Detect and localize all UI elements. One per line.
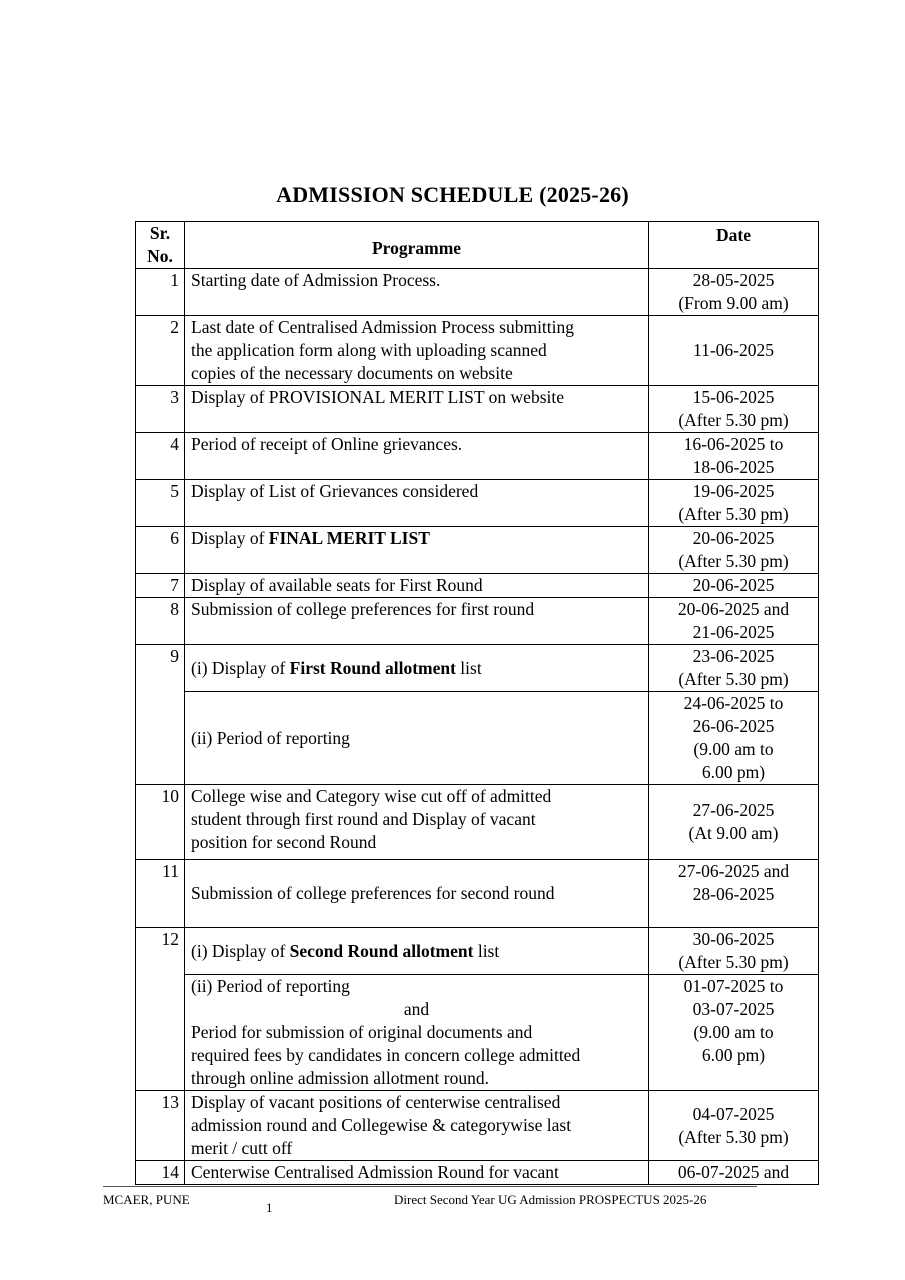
table-row (136, 480, 819, 527)
table-row (136, 269, 819, 316)
table-row (136, 975, 819, 1091)
date-line: 04-07-2025 (692, 1103, 775, 1124)
programme-cell (185, 785, 649, 860)
programme-cell (185, 645, 649, 692)
date-line: (9.00 am to (693, 739, 774, 759)
date-line: 03-07-2025 (692, 999, 775, 1019)
header-programme: Programme (185, 222, 649, 269)
date-line: (After 5.30 pm) (678, 1126, 789, 1147)
table-row (136, 785, 819, 860)
programme-cell: Submission of college preferences for second round (185, 860, 649, 928)
programme-line: Last date of Centralised Admission Process submitting (191, 317, 575, 337)
date-line: (From 9.00 am) (678, 293, 789, 313)
sr-no: 10 (136, 785, 185, 860)
table-row (136, 386, 819, 433)
footer-institution: MCAER, PUNE (103, 1192, 190, 1207)
sr-no: 13 (136, 1091, 185, 1161)
sr-no: 14 (136, 1161, 185, 1185)
date-cell: 20-06-2025 (649, 574, 819, 598)
sr-no: 7 (136, 574, 185, 598)
admission-schedule-table (135, 221, 819, 1185)
date-line: 26-06-2025 (692, 716, 775, 736)
table-row (136, 598, 819, 645)
date-line: 20-06-2025 and (677, 599, 790, 619)
date-cell: 11-06-2025 (649, 316, 819, 386)
sr-no: 3 (136, 386, 185, 433)
sr-no: 12 (136, 928, 185, 1091)
programme-line: Period for submission of original documents and (191, 1022, 533, 1042)
programme-line: and (403, 999, 430, 1019)
programme-line: required fees by candidates in concern college admitted (191, 1045, 581, 1065)
programme-bold-text: Second Round allotment (289, 940, 474, 961)
programme-cell (185, 316, 649, 386)
programme-bold-text: FINAL MERIT LIST (268, 528, 430, 548)
programme-cell: Display of PROVISIONAL MERIT LIST on website (185, 386, 649, 433)
date-line: (After 5.30 pm) (678, 551, 789, 571)
table-row (136, 645, 819, 692)
date-line: 20-06-2025 (692, 528, 775, 548)
date-line: 01-07-2025 to (683, 976, 784, 996)
footer-divider (103, 1186, 757, 1187)
sr-no: 9 (136, 645, 185, 785)
programme-line: the application form along with uploading scanned (191, 340, 547, 360)
table-row (136, 1161, 819, 1185)
date-cell (649, 692, 819, 785)
programme-text: list (455, 657, 482, 678)
sr-no: 8 (136, 598, 185, 645)
table-row (136, 574, 819, 598)
programme-text: list (473, 940, 500, 961)
page-title: ADMISSION SCHEDULE (2025-26) (276, 182, 629, 207)
date-line: (After 5.30 pm) (678, 669, 789, 689)
sr-no: 1 (136, 269, 185, 316)
programme-cell (185, 1091, 649, 1161)
header-date: Date (649, 222, 819, 269)
table-header-row (136, 222, 819, 269)
footer-page-number: 1 (266, 1200, 273, 1215)
programme-line: admission round and Collegewise & categorywise last (191, 1115, 572, 1135)
date-cell (649, 645, 819, 692)
sr-no: 4 (136, 433, 185, 480)
sr-no: 11 (136, 860, 185, 928)
date-line: 6.00 pm) (701, 1045, 766, 1065)
header-sr-no (136, 222, 185, 269)
date-line: 23-06-2025 (692, 646, 775, 666)
date-cell (649, 480, 819, 527)
header-sr-line2: No. (147, 246, 173, 266)
programme-cell: Centerwise Centralised Admission Round for vacant (185, 1161, 649, 1185)
sr-no: 2 (136, 316, 185, 386)
date-cell (649, 433, 819, 480)
table-row (136, 527, 819, 574)
programme-cell: Period of receipt of Online grievances. (185, 433, 649, 480)
date-cell (649, 598, 819, 645)
programme-cell: (ii) Period of reporting (185, 692, 649, 785)
date-cell: 06-07-2025 and (649, 1161, 819, 1185)
date-line: 19-06-2025 (692, 481, 775, 501)
date-line: 21-06-2025 (692, 622, 775, 642)
date-line: 28-06-2025 (692, 884, 775, 904)
programme-line: copies of the necessary documents on website (191, 363, 513, 383)
date-line: 28-05-2025 (692, 270, 775, 290)
programme-cell: Starting date of Admission Process. (185, 269, 649, 316)
programme-cell (185, 928, 649, 975)
programme-line: through online admission allotment round. (191, 1068, 489, 1088)
date-cell (649, 975, 819, 1091)
date-line: (After 5.30 pm) (678, 504, 789, 524)
programme-cell: Submission of college preferences for first round (185, 598, 649, 645)
table-row (136, 860, 819, 928)
date-line: (After 5.30 pm) (678, 410, 789, 430)
date-line: 27-06-2025 and (677, 861, 790, 881)
date-line: (At 9.00 am) (688, 823, 779, 843)
date-line: 15-06-2025 (692, 387, 775, 407)
programme-cell (185, 527, 649, 574)
date-line: 30-06-2025 (692, 929, 775, 949)
table-row (136, 692, 819, 785)
footer-document-title: Direct Second Year UG Admission PROSPECTUS 2025-26 (394, 1192, 707, 1207)
programme-text: Display of (191, 528, 269, 548)
date-cell (649, 785, 819, 860)
date-line: 24-06-2025 to (683, 693, 784, 713)
programme-text: (i) Display of (191, 657, 290, 678)
programme-line: student through first round and Display of vacant (191, 809, 536, 829)
date-cell (649, 269, 819, 316)
date-line: (After 5.30 pm) (678, 952, 789, 972)
table-row (136, 1091, 819, 1161)
programme-line: College wise and Category wise cut off of admitted (191, 786, 552, 806)
date-cell (649, 928, 819, 975)
date-cell (649, 860, 819, 928)
date-line: (9.00 am to (693, 1022, 774, 1042)
programme-line: Display of vacant positions of centerwise centralised (191, 1092, 561, 1112)
programme-line: position for second Round (191, 832, 377, 852)
date-cell (649, 1091, 819, 1161)
programme-cell: Display of List of Grievances considered (185, 480, 649, 527)
date-line: 18-06-2025 (692, 457, 775, 477)
date-cell (649, 527, 819, 574)
programme-bold-text: First Round allotment (289, 657, 456, 678)
table-row (136, 928, 819, 975)
date-line: 6.00 pm) (701, 762, 766, 782)
date-line: 16-06-2025 to (683, 434, 784, 454)
table-row (136, 433, 819, 480)
date-cell (649, 386, 819, 433)
programme-text: (i) Display of (191, 940, 290, 961)
programme-line: merit / cutt off (191, 1138, 293, 1158)
programme-line: (ii) Period of reporting (191, 976, 350, 996)
header-sr-line1: Sr. (149, 223, 171, 243)
date-line: 27-06-2025 (692, 800, 775, 820)
programme-cell: Display of available seats for First Round (185, 574, 649, 598)
table-row (136, 316, 819, 386)
sr-no: 5 (136, 480, 185, 527)
programme-cell (185, 975, 649, 1091)
sr-no: 6 (136, 527, 185, 574)
